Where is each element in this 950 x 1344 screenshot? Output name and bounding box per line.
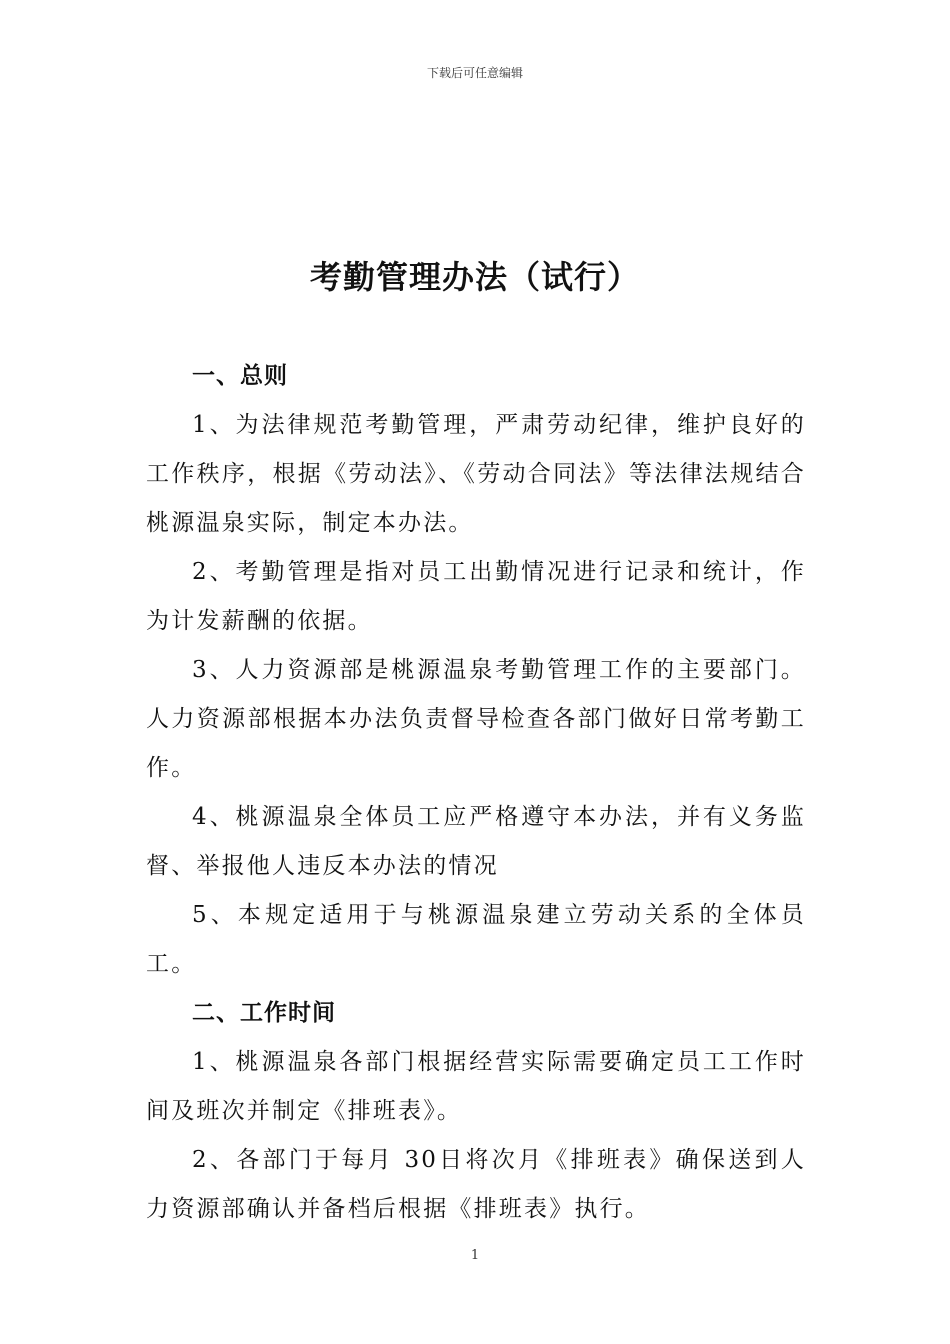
paragraph: 1、桃源温泉各部门根据经营实际需要确定员工工作时间及班次并制定《排班表》。 [146,1049,806,1124]
paragraph: 1、为法律规范考勤管理，严肃劳动纪律，维护良好的工作秩序，根据《劳动法》、《劳动合同法》等法律法规结合桃源温泉实际，制定本办法。 [146,412,806,536]
section-heading: 一、总则 [192,363,288,389]
document-body [146,352,806,1234]
page-number: 1 [470,1248,480,1263]
paragraph: 4、桃源温泉全体员工应严格遵守本办法，并有义务监督、举报他人违反本办法的情况 [146,804,806,879]
paragraph: 2、各部门于每月 30日将次月《排班表》确保送到人力资源部确认并备档后根据《排班表》执行。 [146,1147,806,1222]
document-title: 考勤管理办法（试行） [309,258,640,296]
section-heading: 二、工作时间 [192,1000,336,1026]
paragraph: 2、考勤管理是指对员工出勤情况进行记录和统计，作为计发薪酬的依据。 [146,559,806,634]
paragraph: 5、本规定适用于与桃源温泉建立劳动关系的全体员工。 [146,902,806,977]
page-header: 下载后可任意编辑 [426,66,523,80]
paragraph: 3、人力资源部是桃源温泉考勤管理工作的主要部门。人力资源部根据本办法负责督导检查各部门做好日常考勤工作。 [146,657,806,781]
